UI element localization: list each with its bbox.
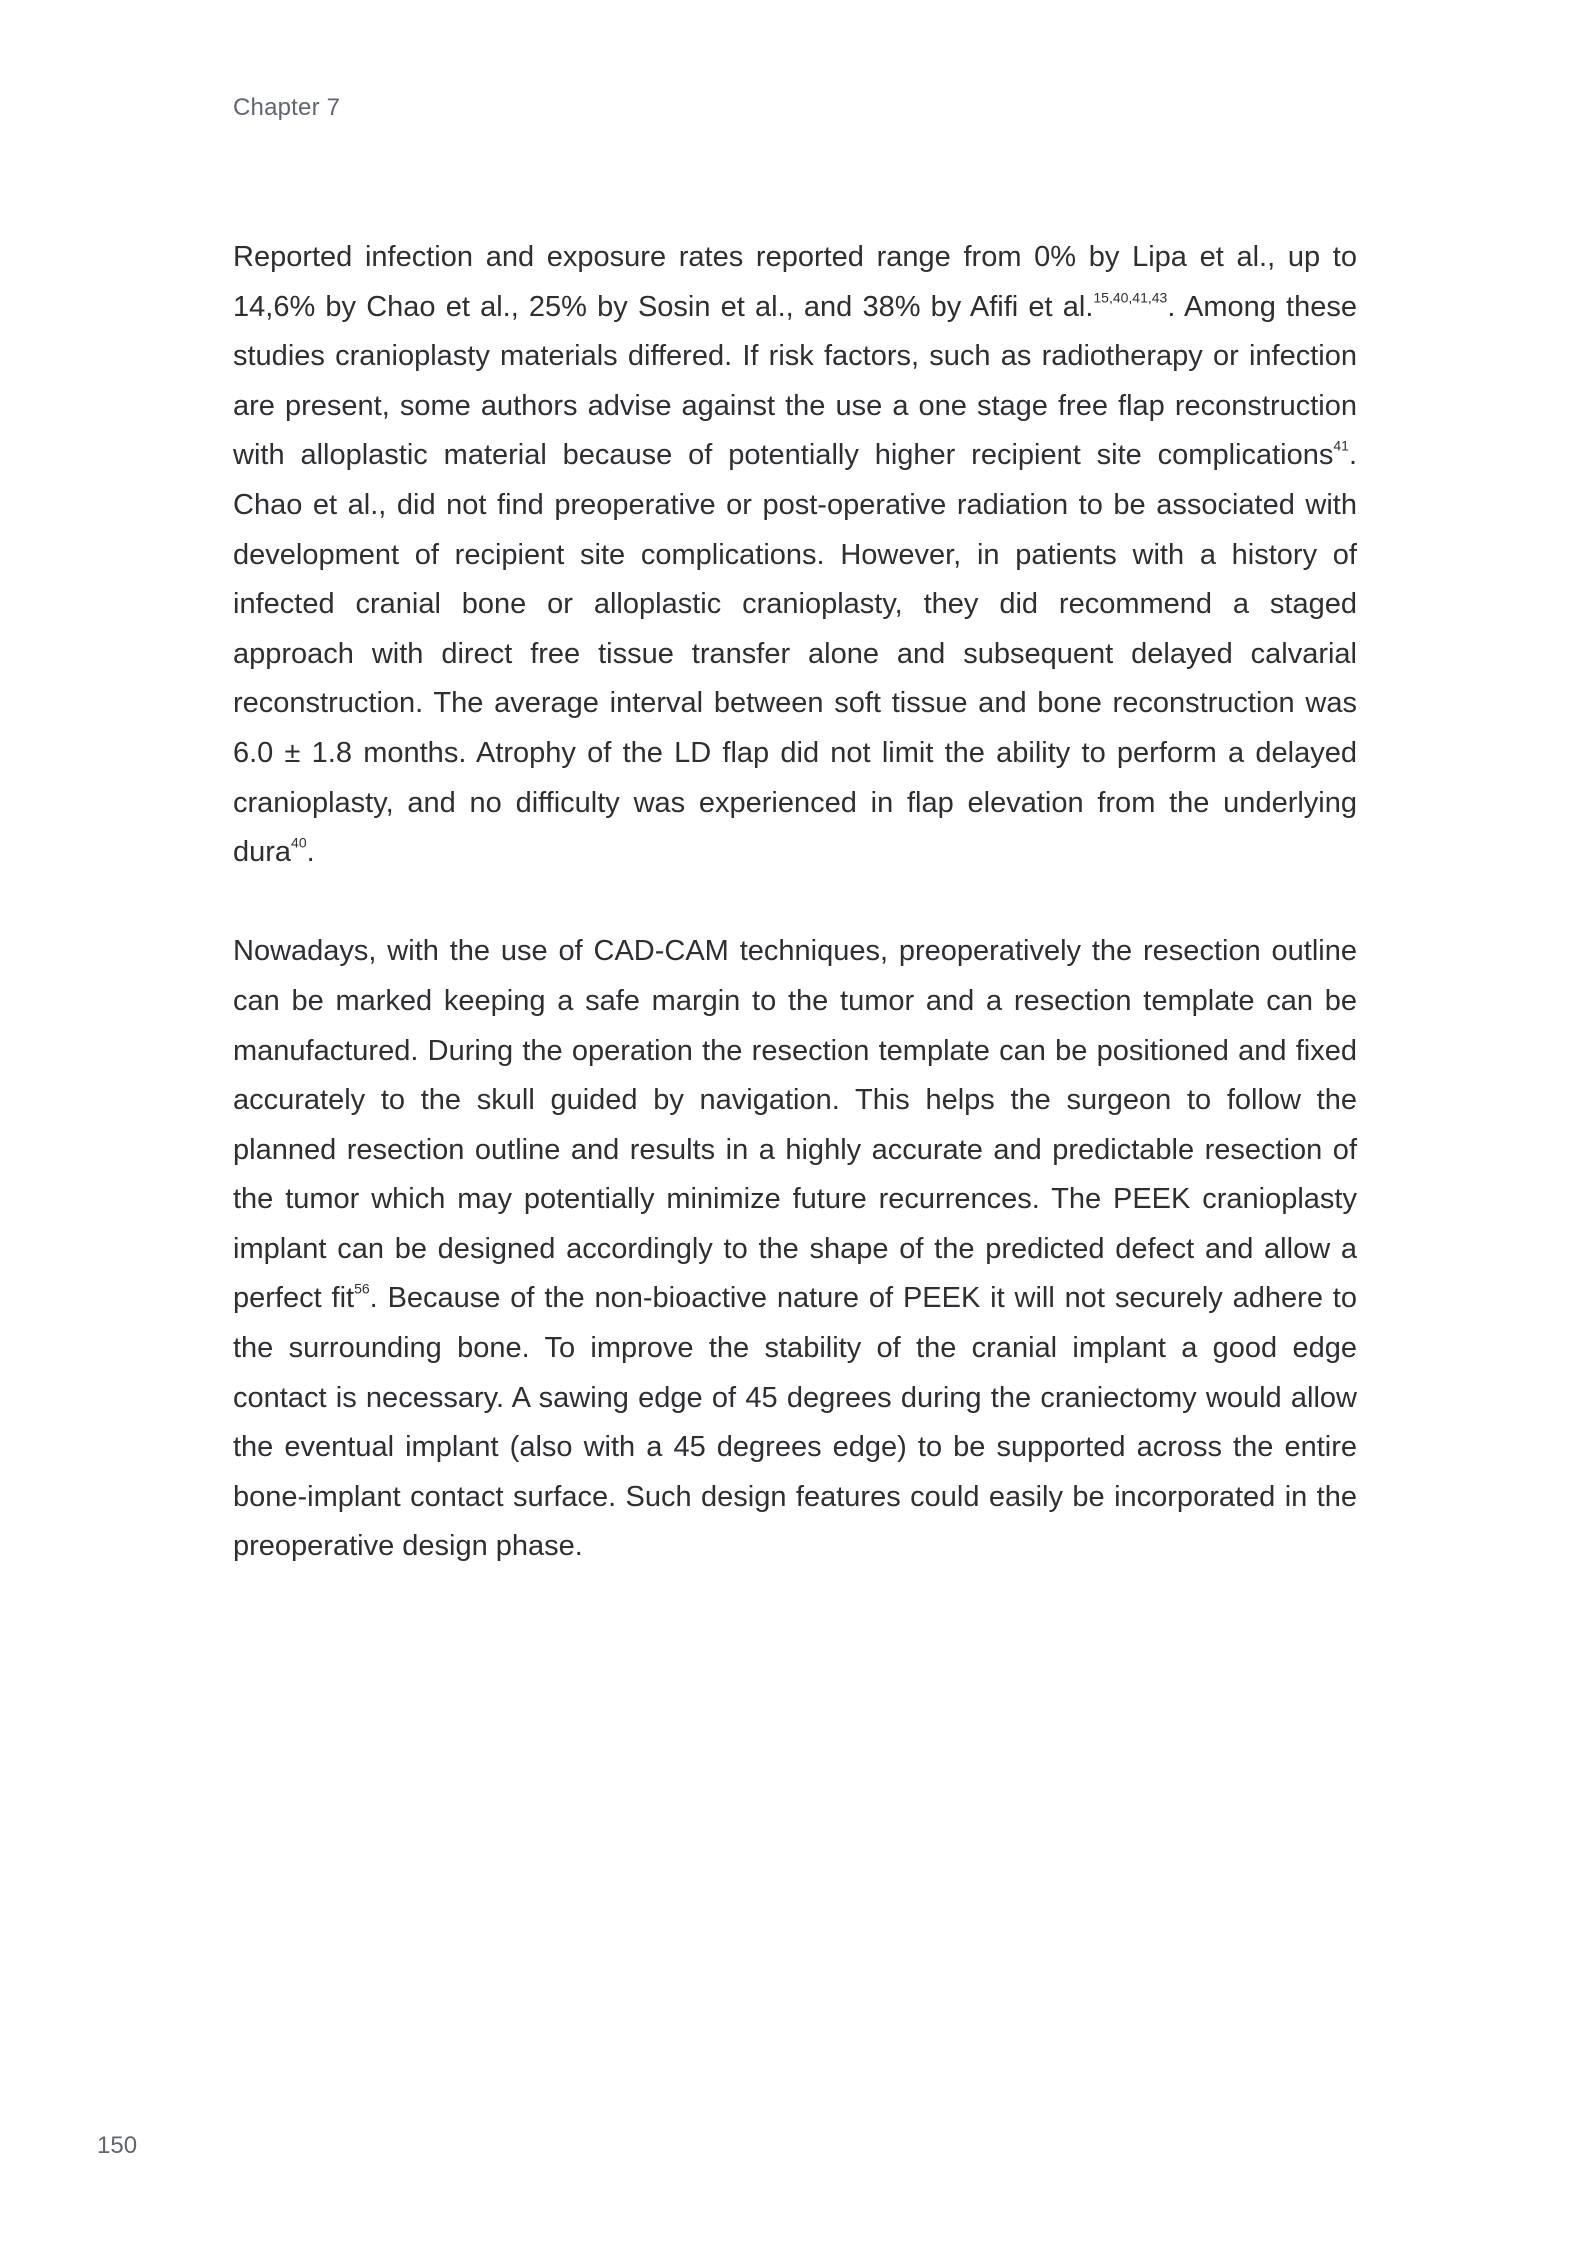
citation-superscript: 41 (1333, 438, 1349, 455)
paragraph-text: Reported infection and exposure rates reported range from 0% by Lipa et al., up to 14,6% by Chao et al., 25% by Sosin et al., and 38% by Afifi et al. (233, 241, 1357, 323)
paragraph-text: . Because of the non-bioactive nature of PEEK it will not securely adhere to the surrounding bone. To improve the stability of the cranial implant a good edge contact is necessary. A sawing edge of 45 degrees during the craniectomy would allow the eventual implant (also with a 45 degrees edge) to be supported across the entire bone-implant contact surface. Such design features could easily be incorporated in the preoperative design phase. (233, 1282, 1357, 1563)
body-text (233, 233, 1357, 1572)
paragraph (233, 927, 1357, 1572)
running-head: Chapter 7 (233, 94, 341, 121)
citation-superscript: 56 (354, 1281, 370, 1298)
paragraph (233, 233, 1357, 878)
paragraph-text: . Chao et al., did not find preoperative or post-operative radiation to be associated with development of recipient site complications. However, in patients with a history of infected cranial bone or alloplastic cranioplasty, they did recommend a staged approach with direct free tissue transfer alone and subsequent delayed calvarial reconstruction. The average interval between soft tissue and bone reconstruction was 6.0 ± 1.8 months. Atrophy of the LD flap did not limit the ability to perform a delayed cranioplasty, and no difficulty was experienced in flap elevation from the underlying dura (233, 439, 1357, 869)
paragraph-text: Nowadays, with the use of CAD-CAM techniques, preoperatively the resection outline can be marked keeping a safe margin to the tumor and a resection template can be manufactured. During the operation the resection template can be positioned and fixed accurately to the skull guided by navigation. This helps the surgeon to follow the planned resection outline and results in a highly accurate and predictable resection of the tumor which may potentially minimize future recurrences. The PEEK cranioplasty implant can be designed accordingly to the shape of the predicted defect and allow a perfect fit (233, 935, 1357, 1315)
page-number: 150 (97, 2132, 138, 2159)
paragraph-text: . (306, 836, 315, 869)
paragraph-text: . Among these studies cranioplasty materials differed. If risk factors, such as radiotherapy or infection are present, some authors advise against the use a one stage free flap reconstruction with alloplastic material because of potentially higher recipient site complications (233, 290, 1357, 472)
citation-superscript: 40 (291, 834, 307, 851)
citation-superscript: 15,40,41,43 (1093, 289, 1168, 306)
